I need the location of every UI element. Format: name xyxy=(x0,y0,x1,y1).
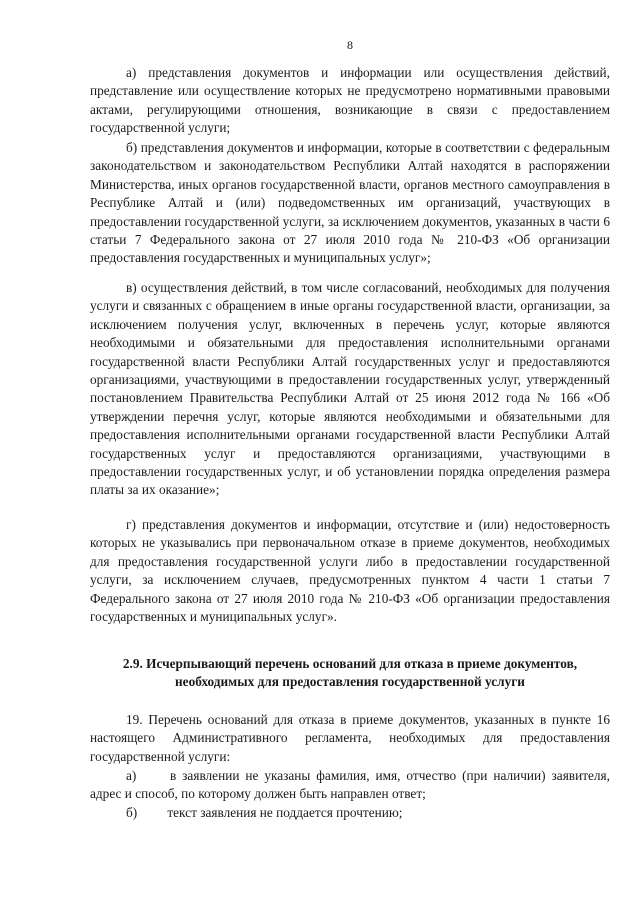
item-19: 19. Перечень оснований для отказа в приеме документов, указанных в пункте 16 настоящего Административного регламента, необходимых для предоставления государственной услуги: xyxy=(90,712,610,764)
page-number: 8 xyxy=(347,38,353,52)
ground-b-text: текст заявления не поддается прочтению; xyxy=(167,805,403,820)
paragraph-b: б) представления документов и информации, которые в соответствии с федеральным законодательством и законодательством Республики Алтай находятся в распоряжении Министерства, иных органов государственной власти, органов местного самоуправления в Республике Алтай и (или) подведомственных им организаций, участвующих в предоставлении государственной услуги, за исключением документов, указанных в части 6 статьи 7 Федерального закона от 27 июля 2010 года № 210-ФЗ «Об организации предоставления государственных и муниципальных услуг»; xyxy=(90,140,610,266)
ground-a-text: в заявлении не указаны фамилия, имя, отчество (при наличии) заявителя, адрес и способ, по которому должен быть направлен ответ; xyxy=(90,768,610,802)
paragraph-v: в) осуществления действий, в том числе согласований, необходимых для получения услуги и связанных с обращением в иные органы государственной власти, организации, за исключением получения услуг, включенных в перечень услуг, которые являются необходимыми и обязательными для предоставления исполнительными органами государственной власти Республики Алтай государственных услуг и предоставляются организациями, участвующими в предоставлении государственных услуг, утвержденный постановлением Правительства Республики Алтай от 25 июня 2012 года № 166 «Об утверждении перечня услуг, которые являются необходимыми и обязательными для предоставления исполнительными органами государственной власти Республики Алтай государственных услуг и предоставляются организациями, участвующими в предоставлении государственных услуг, и об установлении порядка определения размера платы за их оказание»; xyxy=(90,280,610,498)
paragraph-g: г) представления документов и информации, отсутствие и (или) недостоверность которых не указывались при первоначальном отказе в приеме документов, необходимых для предоставления государственной услуги либо в предоставлении государственной услуги, за исключением случаев, предусмотренных пунктом 4 части 1 статьи 7 Федерального закона от 27 июля 2010 года № 210-ФЗ «Об организации предоставления государственных и муниципальных услуг». xyxy=(90,517,610,625)
section-heading-line-2: необходимых для предоставления государственной услуги xyxy=(175,674,525,690)
ground-a-marker: а) xyxy=(126,768,137,783)
ground-b-marker: б) xyxy=(126,805,138,820)
ground-a xyxy=(90,767,610,804)
section-heading-line-1: 2.9. Исчерпывающий перечень оснований для отказа в приеме документов, xyxy=(122,656,578,671)
section-heading xyxy=(90,655,610,692)
paragraph-a: а) представления документов и информации или осуществления действий, представление или осуществление которых не предусмотрено нормативными правовыми актами, регулирующими отношения, возникающие в связи с предоставлением государственной услуги; xyxy=(90,65,610,136)
ground-b xyxy=(90,804,610,822)
